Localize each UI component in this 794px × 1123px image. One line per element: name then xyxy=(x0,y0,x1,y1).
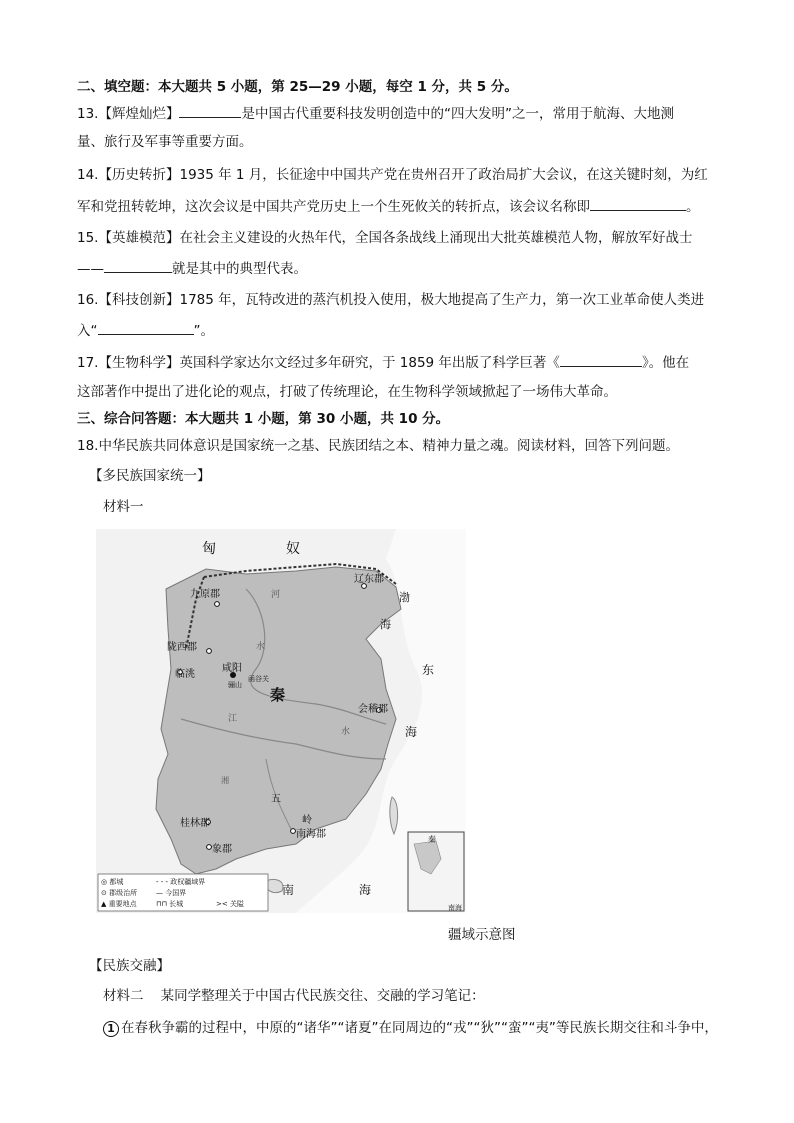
q14-line2 xyxy=(77,196,700,217)
material1-label: 材料一 xyxy=(103,499,144,515)
q15-tag: 【英雄模范】 xyxy=(98,230,180,246)
map-label-shui: 水 xyxy=(256,642,266,652)
q13-text: 是中国古代重要科技发明创造中的“四大发明”之一，常用于航海、大地测 xyxy=(241,106,674,122)
inset-label-qin: 秦 xyxy=(428,835,436,844)
map-label-he: 河 xyxy=(271,590,281,600)
q17-text: 英国科学家达尔文经过多年研究，于 1859 年出版了科学巨著《 xyxy=(179,355,560,371)
legend-commandery-text: 郡级治所 xyxy=(109,889,138,897)
map-label-hai: 海 xyxy=(380,618,391,631)
subheading-integration: 【民族交融】 xyxy=(89,958,170,974)
map-label-xiang: 象郡 xyxy=(212,844,232,855)
note1-text: 在春秋争霸的过程中，中原的“诸华”“诸夏”在同周边的“戎”“狄”“蛮”“夷”等民族长期交往和斗争中， xyxy=(121,1020,718,1036)
q17-text-end: 》。他在 xyxy=(641,355,690,371)
legend-pass-text: 关隘 xyxy=(229,900,244,908)
q16-line2 xyxy=(77,320,214,341)
map-label-ling: 岭 xyxy=(302,815,312,826)
subheading-unification: 【多民族国家统一】 xyxy=(89,468,211,484)
q13-tag: 【辉煌灿烂】 xyxy=(98,106,180,122)
legend-modern: — 今国界 xyxy=(156,889,187,897)
map-label-qin: 秦 xyxy=(270,686,286,704)
section3-heading: 三、综合问答题：本大题共 1 小题，第 30 小题，共 10 分。 xyxy=(77,411,450,427)
legend-modern-text: 今国界 xyxy=(165,889,187,897)
q16-number: 16. xyxy=(77,292,99,308)
map-caption: 疆域示意图 xyxy=(448,927,516,943)
map-label-hai2: 海 xyxy=(405,725,418,739)
q15-line1 xyxy=(77,228,692,248)
q16-line1 xyxy=(77,290,704,310)
legend-pass: >< 关隘 xyxy=(216,900,244,908)
q17-line1 xyxy=(77,352,689,373)
q18-text: 中华民族共同体意识是国家统一之基、民族团结之本、精神力量之魂。阅读材料，回答下列问题。 xyxy=(98,438,679,454)
q14-text2: 军和党扭转乾坤，这次会议是中国共产党历史上一个生死攸关的转折点，该会议名称即 xyxy=(77,199,590,215)
map-label-lishan: 骊山 xyxy=(228,681,242,689)
q16-answer-blank[interactable] xyxy=(98,320,194,335)
material2-line xyxy=(103,986,485,1006)
legend-boundary: - - - 政权疆域界 xyxy=(156,878,206,886)
q16-text2: 入“ xyxy=(77,323,98,339)
q18-number: 18. xyxy=(77,438,99,454)
section2-heading: 二、填空题：本大题共 5 小题，第 25—29 小题，每空 1 分，共 5 分。 xyxy=(77,79,518,95)
q14-answer-blank[interactable] xyxy=(590,196,686,211)
map-label-xiang-river: 湘 xyxy=(221,776,229,785)
q13-line2: 量、旅行及军事等重要方面。 xyxy=(77,134,253,150)
q15-number: 15. xyxy=(77,230,99,246)
legend-commandery: ⊙ 郡级治所 xyxy=(101,889,138,897)
map-label-liaodong: 辽东郡 xyxy=(354,574,384,585)
q16-text: 1785 年，瓦特改进的蒸汽机投入使用，极大地提高了生产力，第一次工业革命使人类进 xyxy=(179,292,705,308)
q17-line2: 这部著作中提出了进化论的观点，打破了传统理论，在生物科学领域掀起了一场伟大革命。 xyxy=(77,384,617,400)
q13-line1 xyxy=(77,103,674,124)
legend-wall: ⊓⊓ 长城 xyxy=(156,900,184,908)
map-label-wu: 五 xyxy=(271,794,281,805)
legend-capital-text: 都城 xyxy=(109,878,124,886)
map-label-bo: 渤 xyxy=(399,591,410,604)
map-label-lintao: 临洮 xyxy=(175,669,195,680)
q15-text: 在社会主义建设的火热年代，全国各条战线上涌现出大批英雄模范人物，解放军好战士 xyxy=(179,230,693,246)
q14-number: 14. xyxy=(77,167,99,183)
q13-answer-blank[interactable] xyxy=(179,103,241,118)
legend-boundary-text: 政权疆域界 xyxy=(170,878,206,886)
q16-tag: 【科技创新】 xyxy=(98,292,180,308)
legend-site-text: 重要地点 xyxy=(108,900,137,908)
q15-answer-blank[interactable] xyxy=(104,258,172,273)
map-label-hai3: 海 xyxy=(359,883,372,897)
map-label-shui2: 水 xyxy=(341,727,351,737)
map-label-hangu: 函谷关 xyxy=(248,675,269,683)
map-label-jiuyuan: 九原郡 xyxy=(190,589,220,600)
map-label-nan: 南 xyxy=(282,883,295,897)
map-label-kuaiji: 会稽郡 xyxy=(358,704,388,715)
map-label-guilin: 桂林郡 xyxy=(180,818,210,829)
legend-capital: ◎ 都城 xyxy=(101,878,124,886)
legend-site: ▲ 重要地点 xyxy=(101,900,137,908)
q15-line2 xyxy=(77,258,307,279)
material2-text: 某同学整理关于中国古代民族交往、交融的学习笔记： xyxy=(160,988,485,1004)
map-svg xyxy=(96,529,466,913)
q14-text: 1935 年 1 月，长征途中中国共产党在贵州召开了政治局扩大会议，在这关键时刻，为红 xyxy=(179,167,708,183)
q15-dash: —— xyxy=(77,261,104,277)
map-label-xiongnu-2: 奴 xyxy=(286,541,300,557)
map-label-xianyang: 咸阳 xyxy=(222,663,242,674)
map-label-longxi: 陇西郡 xyxy=(167,642,197,653)
map-label-jiang: 江 xyxy=(228,714,238,724)
q13-number: 13. xyxy=(77,106,99,122)
q18-line xyxy=(77,436,679,456)
q14-end: 。 xyxy=(686,199,700,215)
q16-end: ”。 xyxy=(193,323,214,339)
map-label-nanhai-jun: 南海郡 xyxy=(296,829,326,840)
q17-tag: 【生物科学】 xyxy=(98,355,180,371)
inset-label-nanhai: 南海 xyxy=(448,904,462,912)
note1-mark: 1 xyxy=(103,1021,119,1037)
q17-number: 17. xyxy=(77,355,99,371)
map-label-xiongnu-1: 匈 xyxy=(202,541,216,557)
qin-territory-map xyxy=(96,529,466,913)
map-label-dong: 东 xyxy=(422,663,435,677)
q14-line1 xyxy=(77,165,708,185)
note1-line xyxy=(103,1018,718,1038)
material2-label: 材料二 xyxy=(103,988,144,1004)
legend-wall-text: 长城 xyxy=(169,900,184,908)
q17-answer-blank[interactable] xyxy=(560,352,642,367)
q14-tag: 【历史转折】 xyxy=(98,167,180,183)
q15-text2: 就是其中的典型代表。 xyxy=(172,261,307,277)
